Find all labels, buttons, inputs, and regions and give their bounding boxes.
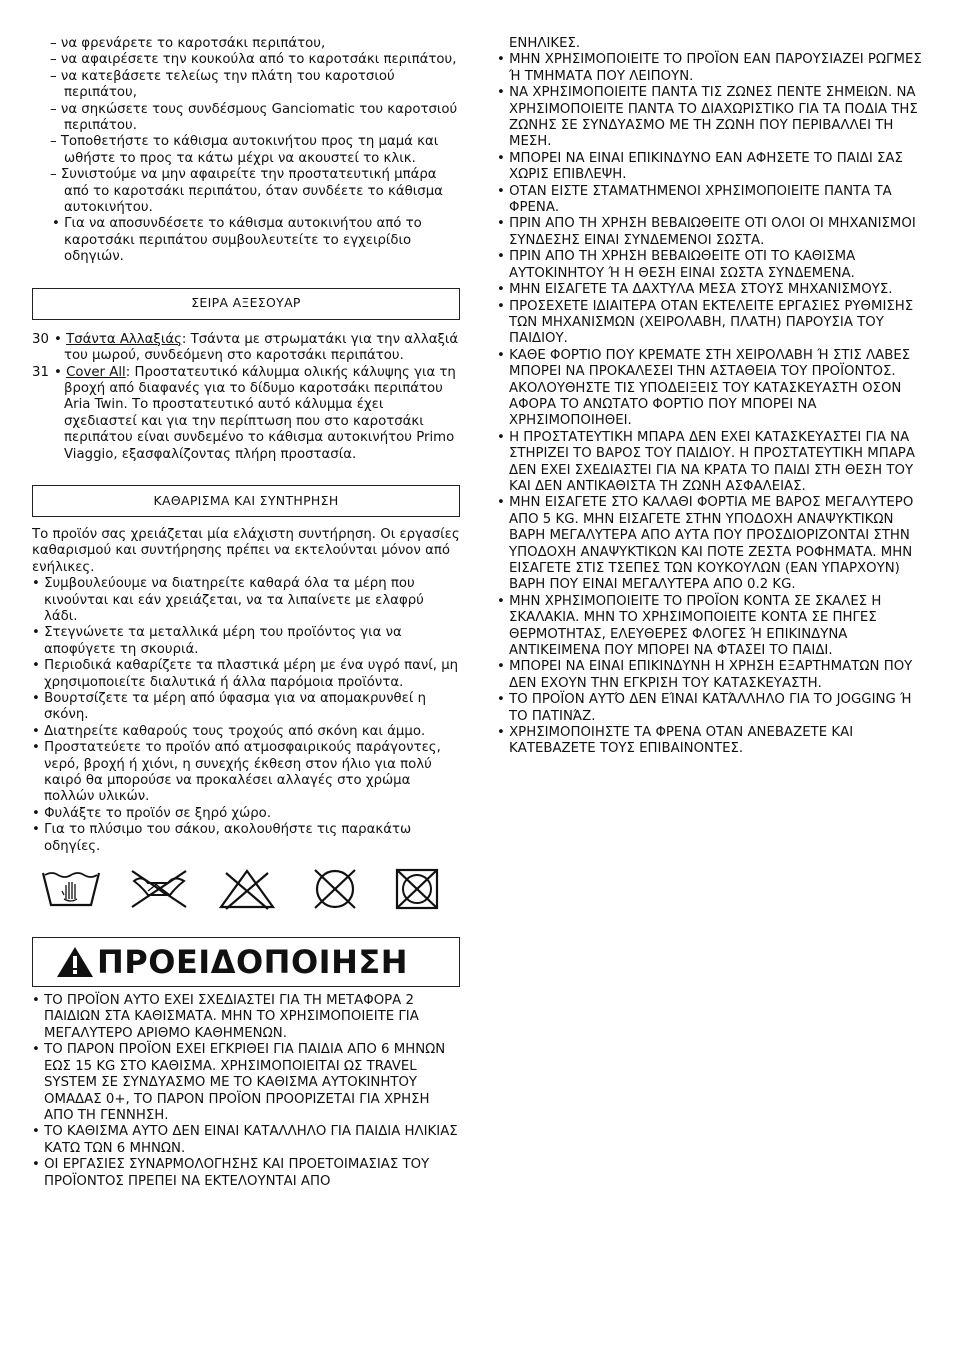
list-item: • Διατηρείτε καθαρούς τους τροχούς από σκόνη και άμμο. <box>32 724 460 740</box>
list-item: • ΠΡΙΝ ΑΠΟ ΤΗ ΧΡΗΣΗ ΒΕΒΑΙΩΘΕΙΤΕ ΟΤΙ ΤΟ ΚΑΘΙΣΜΑ ΑΥΤΟΚΙΝΗΤΟΥ Ή Η ΘΕΣΗ ΕΙΝΑΙ ΣΩΣΤΑ ΣΥΝΔΕΜΕΝΑ. <box>497 249 927 282</box>
warning-triangle-icon <box>55 945 95 979</box>
list-item: • Περιοδικά καθαρίζετε τα πλαστικά μέρη με ένα υγρό πανί, μη χρησιμοποιείτε διαλυτικά ή άλλα παρόμοια προϊόντα. <box>32 658 460 691</box>
list-item: • ΚΑΘΕ ΦΟΡΤΙΟ ΠΟΥ ΚΡΕΜΑΤΕ ΣΤΗ ΧΕΙΡΟΛΑΒΗ Ή ΣΤΙΣ ΛΑΒΕΣ ΜΠΟΡΕΙ ΝΑ ΠΡΟΚΑΛΕΣΕΙ ΤΗΝ ΑΣΤΑΘΕΙΑ ΤΟΥ ΠΡΟΪΟΝΤΟΣ. ΑΚΟΛΟΥΘΗΣΤΕ ΤΙΣ ΥΠΟΔΕΙΞΕΙΣ ΤΟΥ ΚΑΤΑΣΚΕΥΑΣΤΗ ΟΣΟΝ ΑΦΟΡΑ ΤΟ ΑΝΩΤΑΤΟ ΦΟΡΤΙΟ ΠΟΥ ΜΠΟΡΕΙ ΝΑ ΧΡΗΣΙΜΟΠΟΙΗΘΕΙ. <box>497 348 927 430</box>
warning-heading <box>32 937 460 987</box>
list-item: • Συμβουλεύουμε να διατηρείτε καθαρά όλα τα μέρη που κινούνται και εάν χρειάζεται, να τα λιπαίνετε με ελαφρύ λάδι. <box>32 576 460 625</box>
list-item: • ΧΡΗΣΙΜΟΠΟΙΗΣΤΕ ΤΑ ΦΡΕΝΑ ΟΤΑΝ ΑΝΕΒΑΖΕΤΕ ΚΑΙ ΚΑΤΕΒΑΖΕΤΕ ΤΟΥΣ ΕΠΙΒΑΙΝΟΝΤΕΣ. <box>497 725 927 758</box>
list-item: • ΜΠΟΡΕΙ ΝΑ ΕΙΝΑΙ ΕΠΙΚΙΝΔΥΝΗ Η ΧΡΗΣΗ ΕΞΑΡΤΗΜΑΤΩΝ ΠΟΥ ΔΕΝ ΕΧΟΥΝ ΤΗΝ ΕΓΚΡΙΣΗ ΤΟΥ ΚΑΤΑΣΚΕΥΑΣΤΗ. <box>497 659 927 692</box>
list-item: – να αφαιρέσετε την κουκούλα από το καροτσάκι περιπάτου, <box>32 52 460 68</box>
list-item: • Η ΠΡΟΣΤΑΤΕΥΤΙΚΗ ΜΠΑΡΑ ΔΕΝ ΕΧΕΙ ΚΑΤΑΣΚΕΥΑΣΤΕΙ ΓΙΑ ΝΑ ΣΤΗΡΙΖΕΙ ΤΟ ΒΑΡΟΣ ΤΟΥ ΠΑΙΔΙΟΥ. Η ΠΡΟΣΤΑΤΕΥΤΙΚΗ ΜΠΑΡΑ ΔΕΝ ΕΧΕΙ ΣΧΕΔΙΑΣΤΕΙ ΓΙΑ ΝΑ ΚΡΑΤΑ ΤΟ ΠΑΙΔΙ ΣΤΗ ΘΕΣΗ ΤΟΥ ΚΑΙ ΔΕΝ ΑΝΤΙΚΑΘΙΣΤΑ ΤΗ ΖΩΝΗ ΑΣΦΑΛΕΙΑΣ. <box>497 430 927 496</box>
list-item: • ΜΗΝ ΕΙΣΑΓΕΤΕ ΤΑ ΔΑΧΤΥΛΑ ΜΕΣΑ ΣΤΟΥΣ ΜΗΧΑΝΙΣΜΟΥΣ. <box>497 282 927 298</box>
list-item: • ΜΗΝ ΕΙΣΑΓΕΤΕ ΣΤΟ ΚΑΛΑΘΙ ΦΟΡΤΙΑ ΜΕ ΒΑΡΟΣ ΜΕΓΑΛΥΤΕΡΟ ΑΠΟ 5 KG. ΜΗΝ ΕΙΣΑΓΕΤΕ ΣΤΗΝ ΥΠΟΔΟΧΗ ΑΝΑΨΥΚΤΙΚΩΝ ΒΑΡΗ ΜΕΓΑΛΥΤΕΡΑ ΑΠΟ ΑΥΤΑ ΠΟΥ ΠΡΟΣΔΙΟΡΙΖΟΝΤΑΙ ΣΤΗΝ ΥΠΟΔΟΧΗ ΑΝΑΨΥΚΤΙΚΩΝ ΚΑΙ ΠΟΤΕ ΖΕΣΤΑ ΡΟΦΗΜΑΤΑ. ΜΗΝ ΕΙΣΑΓΕΤΕ ΣΤΙΣ ΤΣΕΠΕΣ ΤΩΝ ΚΟΥΚΟΥΛΩΝ (ΕΑΝ ΥΠΑΡΧΟΥΝ) ΒΑΡΗ ΠΟΥ ΕΙΝΑΙ ΜΕΓΑΛΥΤΕΡΑ ΑΠΟ 0.2 KG. <box>497 495 927 593</box>
list-item: • Στεγνώνετε τα μεταλλικά μέρη του προϊόντος για να αποφύγετε τη σκουριά. <box>32 625 460 658</box>
left-column <box>32 36 460 1190</box>
list-item: – να φρενάρετε το καροτσάκι περιπάτου, <box>32 36 460 52</box>
do-not-wring-icon <box>128 867 190 911</box>
item-number: 30 <box>32 331 49 347</box>
list-item: • ΤΟ ΠΡΟΪΟΝ ΑΥΤΟ ΕΧΕΙ ΣΧΕΔΙΑΣΤΕΙ ΓΙΑ ΤΗ ΜΕΤΑΦΟΡΑ 2 ΠΑΙΔΙΩΝ ΣΤΑ ΚΑΘΙΣΜΑΤΑ. ΜΗΝ ΤΟ ΧΡΗΣΙΜΟΠΟΙΕΙΤΕ ΓΙΑ ΜΕΓΑΛΥΤΕΡΟ ΑΡΙΘΜΟ ΚΑΘΗΜΕΝΩΝ. <box>32 993 460 1042</box>
list-item: • ΠΡΙΝ ΑΠΟ ΤΗ ΧΡΗΣΗ ΒΕΒΑΙΩΘΕΙΤΕ ΟΤΙ ΟΛΟΙ ΟΙ ΜΗΧΑΝΙΣΜΟΙ ΣΥΝΔΕΣΗΣ ΕΙΝΑΙ ΣΥΝΔΕΜΕΝΟΙ ΣΩΣΤΑ. <box>497 216 927 249</box>
list-item: • ΟΙ ΕΡΓΑΣΙΕΣ ΣΥΝΑΡΜΟΛΟΓΗΣΗΣ ΚΑΙ ΠΡΟΕΤΟΙΜΑΣΙΑΣ ΤΟΥ ΠΡΟΪΟΝΤΟΣ ΠΡΕΠΕΙ ΝΑ ΕΚΤΕΛΟΥΝΤΑΙ ΑΠΟ <box>32 1157 460 1190</box>
list-item: • Φυλάξτε το προϊόν σε ξηρό χώρο. <box>32 806 460 822</box>
list-item: – Τοποθετήστε το κάθισμα αυτοκινήτου προς τη μαμά και ωθήστε το προς τα κάτω μέχρι να ακουστεί το κλικ. <box>32 134 460 167</box>
cleaning-intro: Το προϊόν σας χρειάζεται μία ελάχιστη συντήρηση. Οι εργασίες καθαρισμού και συντήρησης πρέπει να εκτελούνται μόνον από ενήλικες. <box>32 526 460 575</box>
list-item: – Συνιστούμε να μην αφαιρείτε την προστατευτική μπάρα από το καροτσάκι περιπάτου, όταν συνδέετε το κάθισμα αυτοκινήτου. <box>32 167 460 216</box>
warning-list <box>32 993 460 1190</box>
list-item: – να σηκώσετε τους συνδέσμους Ganciomatic του καροτσιού περιπάτου. <box>32 102 460 135</box>
list-item: • ΤΟ ΠΡΟΪΟΝ ΑΥΤΌ ΔΕΝ ΕΊΝΑΙ ΚΑΤΆΛΛΗΛΟ ΓΙΑ ΤΟ JOGGING Ή ΤΟ ΠΑΤΙΝΆΖ. <box>497 692 927 725</box>
list-item: • Προστατεύετε το προϊόν από ατμοσφαιρικούς παράγοντες, νερό, βροχή ή χιόνι, η συνεχής έκθεση στον ήλιο για πολύ καιρό θα μπορούσε να προκαλέσει αλλαγές στο χρώμα πολλών υλικών. <box>32 740 460 806</box>
section-heading-accessories: ΣΕΙΡΑ ΑΞΕΣΟΥΑΡ <box>32 288 460 320</box>
list-item: • ΜΗΝ ΧΡΗΣΙΜΟΠΟΙΕΙΤΕ ΤΟ ΠΡΟΪΟΝ ΕΑΝ ΠΑΡΟΥΣΙΑΖΕΙ ΡΩΓΜΕΣ Ή ΤΜΗΜΑΤΑ ΠΟΥ ΛΕΙΠΟΥΝ. <box>497 52 927 85</box>
item-text: : Προστατευτικό κάλυμμα ολικής κάλυψης για τη βροχή από διαφανές για το δίδυμο καροτσάκι περιπάτου Aria Twin. Το προστατευτικό αυτό κάλυμμα έχει σχεδιαστεί και για την περίπτωση που στο καροτσάκι περιπάτου είναι συνδεμένο το κάθισμα αυτοκινήτου Primo Viaggio, εξασφαλίζοντας πλήρη προστασία. <box>64 364 456 462</box>
list-item: • Για να αποσυνδέσετε το κάθισμα αυτοκινήτου από το καροτσάκι περιπάτου συμβουλευτείτε το εγχειρίδιο οδηγιών. <box>32 216 460 265</box>
do-not-tumble-dry-icon <box>392 867 442 911</box>
list-item <box>32 332 460 365</box>
cleaning-list <box>32 576 460 855</box>
list-item <box>32 365 460 463</box>
item-text: : Τσάντα με στρωματάκι για την αλλαξιά του μωρού, συνδεόμενη στο καροτσάκι περιπάτου. <box>64 331 459 364</box>
right-column <box>497 36 927 758</box>
item-name: Τσάντα Αλλαξιάς <box>66 331 182 347</box>
list-item: • Για το πλύσιμο του σάκου, ακολουθήστε τις παρακάτω οδηγίες. <box>32 822 460 855</box>
accessories-list <box>32 332 460 463</box>
warning-title: ΠΡΟΕΙΔΟΠΟΙΗΣΗ <box>97 942 408 981</box>
list-item: • Βουρτσίζετε τα μέρη από ύφασμα για να απομακρυνθεί η σκόνη. <box>32 691 460 724</box>
stroller-steps-list <box>32 36 460 266</box>
list-item: – να κατεβάσετε τελείως την πλάτη του καροτσιού περιπάτου, <box>32 69 460 102</box>
do-not-bleach-icon <box>216 867 278 911</box>
list-item: • ΟΤΑΝ ΕΙΣΤΕ ΣΤΑΜΑΤΗΜΕΝΟΙ ΧΡΗΣΙΜΟΠΟΙΕΙΤΕ ΠΑΝΤΑ ΤΑ ΦΡΕΝΑ. <box>497 184 927 217</box>
care-symbols <box>32 865 460 913</box>
list-item: • ΝΑ ΧΡΗΣΙΜΟΠΟΙΕΙΤΕ ΠΑΝΤΑ ΤΙΣ ΖΩΝΕΣ ΠΕΝΤΕ ΣΗΜΕΙΩΝ. ΝΑ ΧΡΗΣΙΜΟΠΟΙΕΙΤΕ ΠΑΝΤΑ ΤΟ ΔΙΑΧΩΡΙΣΤΙΚΟ ΓΙΑ ΤΑ ΠΟΔΙΑ ΤΗΣ ΖΩΝΗΣ ΣΕ ΣΥΝΔΥΑΣΜΟ ΜΕ ΤΗ ΖΩΝΗ ΠΟΥ ΠΕΡΙΒΑΛΛΕΙ ΤΗ ΜΕΣΗ. <box>497 85 927 151</box>
list-item: • ΠΡΟΣΕΧΕΤΕ ΙΔΙΑΙΤΕΡΑ ΟΤΑΝ ΕΚΤΕΛΕΙΤΕ ΕΡΓΑΣΙΕΣ ΡΥΘΜΙΣΗΣ ΤΩΝ ΜΗΧΑΝΙΣΜΩΝ (ΧΕΙΡΟΛΑΒΗ, ΠΛΑΤΗ) ΠΑΡΟΥΣΙΑ ΤΟΥ ΠΑΙΔΙΟΥ. <box>497 299 927 348</box>
section-heading-cleaning: ΚΑΘΑΡΙΣΜΑ ΚΑΙ ΣΥΝΤΗΡΗΣΗ <box>32 485 460 517</box>
list-item: • ΜΗΝ ΧΡΗΣΙΜΟΠΟΙΕΙΤΕ ΤΟ ΠΡΟΪΟΝ ΚΟΝΤΑ ΣΕ ΣΚΑΛΕΣ Η ΣΚΑΛΑΚΙΑ. ΜΗΝ ΤΟ ΧΡΗΣΙΜΟΠΟΙΕΙΤΕ ΚΟΝΤΑ ΣΕ ΠΗΓΕΣ ΘΕΡΜΟΤΗΤΑΣ, ΕΛΕΥΘΕΡΕΣ ΦΛΟΓΕΣ Ή ΕΠΙΚΙΝΔΥΝΑ ΑΝΤΙΚΕΙΜΕΝΑ ΠΟΥ ΜΠΟΡΕΙ ΝΑ ΦΤΑΣΕΙ ΤΟ ΠΑΙΔΙ. <box>497 594 927 660</box>
hand-wash-icon <box>40 867 102 911</box>
item-name: Cover All <box>66 364 126 380</box>
list-item: • ΜΠΟΡΕΙ ΝΑ ΕΙΝΑΙ ΕΠΙΚΙΝΔΥΝΟ ΕΑΝ ΑΦΗΣΕΤΕ ΤΟ ΠΑΙΔΙ ΣΑΣ ΧΩΡΙΣ ΕΠΙΒΛΕΨΗ. <box>497 151 927 184</box>
item-number: 31 <box>32 364 49 380</box>
warning-continuation: ΕΝΗΛΙΚΕΣ. <box>509 36 581 51</box>
list-item: • ΤΟ ΠΑΡΟΝ ΠΡΟΪΟΝ ΕΧΕΙ ΕΓΚΡΙΘΕΙ ΓΙΑ ΠΑΙΔΙΑ ΑΠΟ 6 ΜΗΝΩΝ ΕΩΣ 15 KG ΣΤΟ ΚΑΘΙΣΜΑ. ΧΡΗΣΙΜΟΠΟΙΕΙΤΑΙ ΩΣ TRAVEL SYSTEM ΣΕ ΣΥΝΔΥΑΣΜΟ ΜΕ ΤΟ ΚΑΘΙΣΜΑ ΑΥΤΟΚΙΝΗΤΟΥ ΟΜΑΔΑΣ 0+, ΤΟ ΠΑΡΟΝ ΠΡΟΪΟΝ ΠΡΟΟΡΙΖΕΤΑΙ ΓΙΑ ΧΡΗΣΗ ΑΠΟ ΤΗ ΓΕΝΝΗΣΗ. <box>32 1042 460 1124</box>
do-not-dry-clean-icon <box>304 867 366 911</box>
list-item: • ΤΟ ΚΑΘΙΣΜΑ ΑΥΤΟ ΔΕΝ ΕΙΝΑΙ ΚΑΤΑΛΛΗΛΟ ΓΙΑ ΠΑΙΔΙΑ ΗΛΙΚΙΑΣ ΚΑΤΩ ΤΩΝ 6 ΜΗΝΩΝ. <box>32 1124 460 1157</box>
